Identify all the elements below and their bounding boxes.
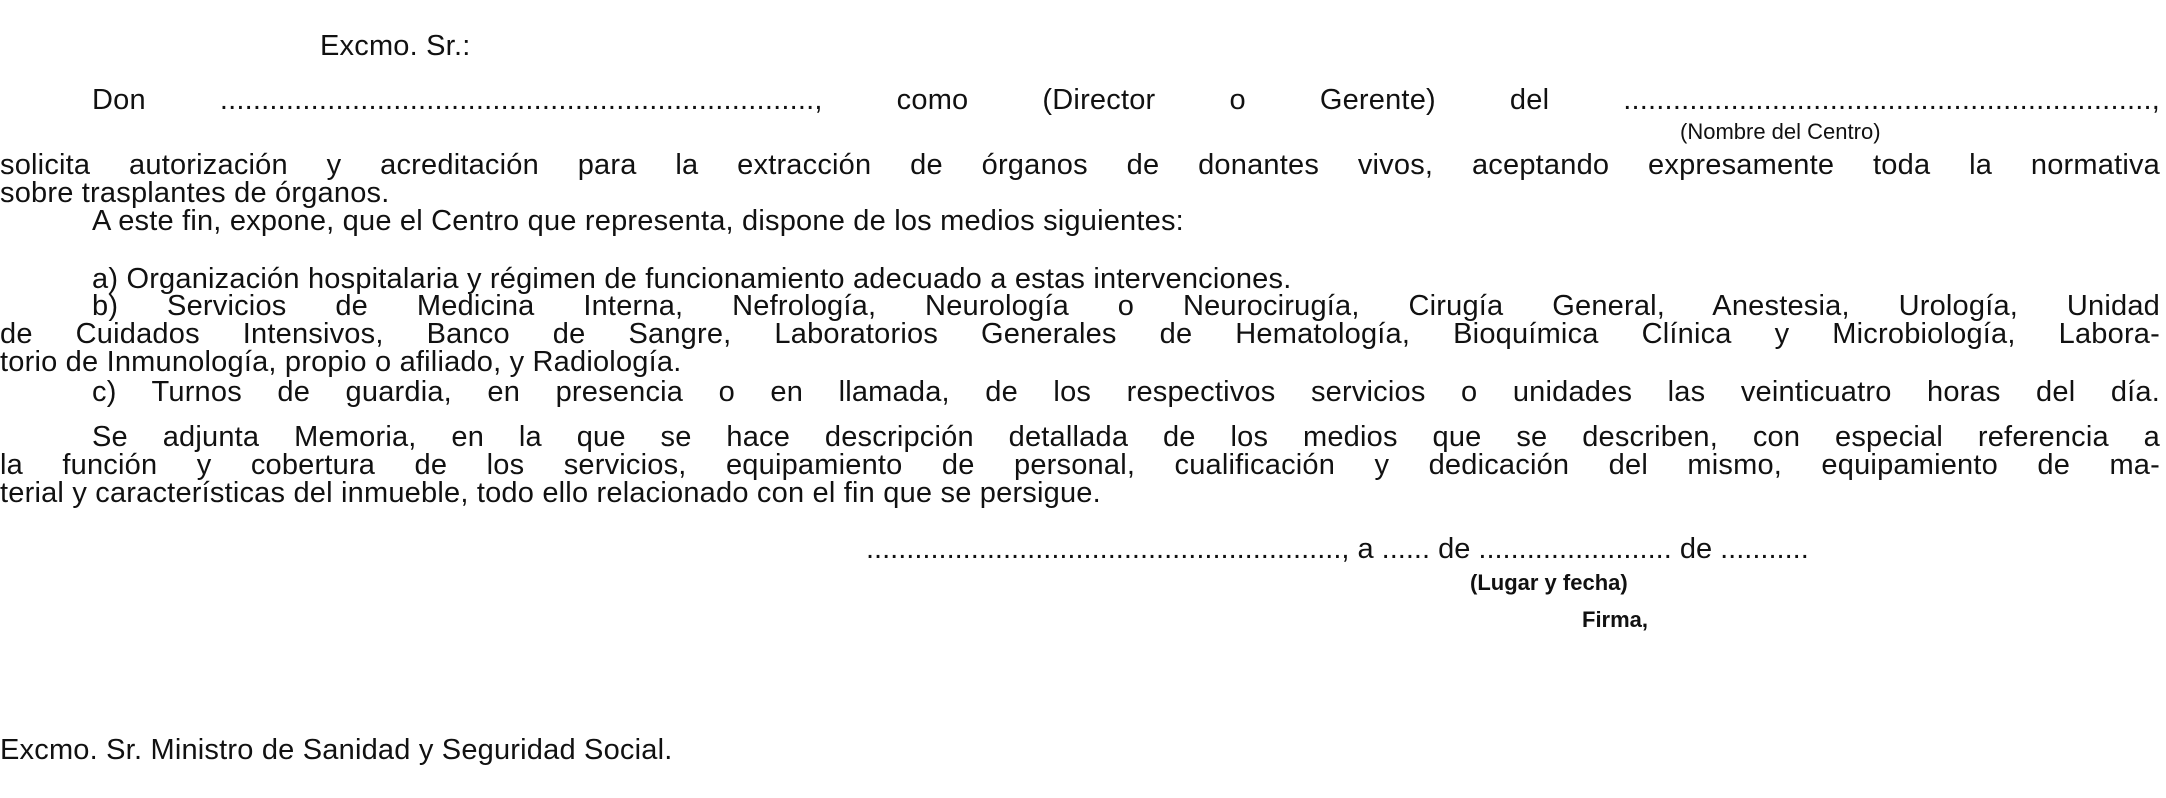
paragraph-1-line-1: solicita autorización y acreditación para la extracción de órganos de donantes vivos, aceptando expresamente toda la normativa <box>0 149 2160 181</box>
paragraph-1-line-2: sobre trasplantes de órganos. <box>0 177 390 209</box>
center-name-caption: (Nombre del Centro) <box>1680 119 1881 144</box>
list-item-b-line-1: b) Servicios de Medicina Interna, Nefrología, Neurología o Neurocirugía, Cirugía General, Anestesia, Urología, Unidad <box>92 290 2160 322</box>
paragraph-3-line-1: Se adjunta Memoria, en la que se hace descripción detallada de los medios que se describen, con especial referencia a <box>92 421 2160 453</box>
addressee: Excmo. Sr. Ministro de Sanidad y Seguridad Social. <box>0 734 673 766</box>
signature-caption: Firma, <box>1582 607 1649 632</box>
list-item-b-line-3: torio de Inmunología, propio o afiliado, y Radiología. <box>0 346 682 378</box>
paragraph-3-line-2: la función y cobertura de los servicios, equipamiento de personal, cualificación y dedicación del mismo, equipamiento de ma- <box>0 449 2160 481</box>
place-date-caption: (Lugar y fecha) <box>1470 570 1628 595</box>
applicant-line: Don ........................................................................, como (Director o Gerente) del ................................................................, <box>92 84 2160 116</box>
paragraph-3-line-3: terial y características del inmueble, todo ello relacionado con el fin que se persigue. <box>0 477 1101 509</box>
paragraph-2: A este fin, expone, que el Centro que representa, dispone de los medios siguientes: <box>92 205 1184 237</box>
list-item-b-line-2: de Cuidados Intensivos, Banco de Sangre, Laboratorios Generales de Hematología, Bioquímica Clínica y Microbiología, Labora- <box>0 318 2160 350</box>
place-date-line: ..........................................................., a ...... de ........................ de ........... <box>866 533 1809 565</box>
list-item-c: c) Turnos de guardia, en presencia o en llamada, de los respectivos servicios o unidades las veinticuatro horas del día. <box>92 376 2160 408</box>
list-item-a: a) Organización hospitalaria y régimen de funcionamiento adecuado a estas intervenciones. <box>92 263 1292 295</box>
salutation: Excmo. Sr.: <box>320 30 471 62</box>
